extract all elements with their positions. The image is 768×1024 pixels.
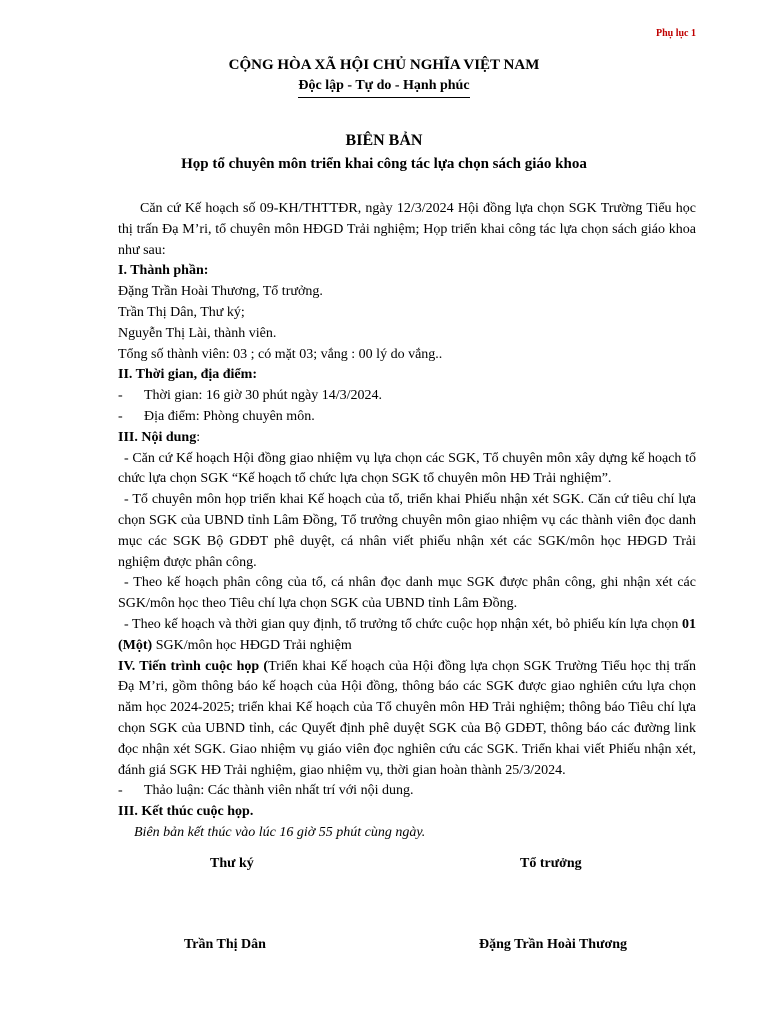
content-paragraph-4-bold: 01 (Một) [118, 616, 696, 653]
time-line [118, 386, 696, 407]
discussion-line [118, 781, 696, 802]
content-paragraph-3: - Theo kế hoạch phân công của tổ, cá nhân đọc danh mục SGK được phân công, ghi nhận xét các SGK/môn học theo Tiêu chí lựa chọn SGK của UBND tỉnh Lâm Đồng. [118, 575, 696, 612]
national-motto: Độc lập - Tự do - Hạnh phúc [298, 78, 469, 98]
content-paragraph-4-end: SGK/môn học HĐGD Trải nghiệm [152, 637, 352, 653]
motto-container [0, 76, 768, 98]
section-3-heading: III. Nội dung [118, 429, 197, 445]
bullet-dash: - [118, 408, 123, 424]
section-5-heading: III. Kết thúc cuộc họp. [118, 804, 254, 820]
document-title: BIÊN BẢN [345, 132, 423, 149]
closing-statement: Biên bản kết thúc vào lúc 16 giờ 55 phút cùng ngày. [134, 824, 426, 840]
place-line [118, 407, 696, 428]
member-2: Trần Thị Dân, Thư ký; [118, 304, 245, 320]
meeting-time: Thời gian: 16 giờ 30 phút ngày 14/3/2024. [144, 388, 383, 404]
discussion-text: Thảo luận: Các thành viên nhất trí với nội dung. [144, 783, 414, 799]
content-paragraph-4-start: - Theo kế hoạch và thời gian quy định, tổ trưởng tổ chức cuộc họp nhận xét, bỏ phiếu kín lựa chọn [124, 616, 682, 632]
leader-role: Tổ trưởng [520, 856, 582, 871]
intro-paragraph: Căn cứ Kế hoạch số 09-KH/THTTĐR, ngày 12/3/2024 Hội đồng lựa chọn SGK Trường Tiểu học thị trấn Đạ M’ri, tổ chuyên môn HĐGD Trải nghiệm; Họp triển khai công tác lựa chọn sách giáo khoa như sau: [118, 201, 696, 258]
section-1-heading: I. Thành phần: [118, 263, 209, 279]
section-4-heading: IV. Tiến trình cuộc họp ( [118, 658, 269, 674]
national-title: CỘNG HÒA XÃ HỘI CHỦ NGHĨA VIỆT NAM [228, 57, 540, 73]
secretary-name: Trần Thị Dân [184, 937, 266, 952]
section-4-paragraph [118, 657, 696, 782]
content-paragraph-2: - Tổ chuyên môn họp triển khai Kế hoạch của tổ, triển khai Phiếu nhận xét SGK. Căn cứ tiêu chí lựa chọn SGK của UBND tỉnh Lâm Đồng, Tổ trưởng chuyên môn giao nhiệm vụ các thành viên đọc danh mục các SGK Bộ GDĐT phê duyệt, cá nhân viết phiếu nhận xét các SGK/môn học HĐGD Trải nghiệm được phân công. [118, 492, 696, 570]
content-paragraph-1: - Căn cứ Kế hoạch Hội đồng giao nhiệm vụ lựa chọn các SGK, Tổ chuyên môn xây dựng kế hoạch tổ chức lựa chọn SGK “Kế hoạch tổ chức lựa chọn SGK tổ chuyên môn HĐ Trải nghiệm”. [118, 450, 696, 487]
member-3: Nguyễn Thị Lài, thành viên. [118, 325, 277, 341]
bullet-dash: - [118, 783, 123, 799]
member-total: Tổng số thành viên: 03 ; có mặt 03; vắng : 00 lý do vắng.. [118, 346, 443, 362]
meeting-place: Địa điểm: Phòng chuyên môn. [144, 408, 315, 424]
secretary-role: Thư ký [210, 856, 254, 871]
document-subtitle: Họp tổ chuyên môn triển khai công tác lựa chọn sách giáo khoa [181, 156, 587, 172]
bullet-dash: - [118, 388, 123, 404]
section-3-colon: : [196, 429, 201, 445]
section-4-text: Triển khai Kế hoạch của Hội đồng lựa chọn SGK Trường Tiểu học thị trấn Đạ M’ri, gồm thông báo kế hoạch của Hội đồng, thông báo các SGK được giao nghiên cứu lựa chọn năm học 2024-2025; triển khai Kế hoạch của Tổ chuyên môn HĐ Trải nghiệm; thông báo Tiêu chí lựa chọn SGK của UBND tỉnh, các Quyết định phê duyệt SGK của Bộ GDĐT, thông báo các đường link đọc nhận xét SGK. Giao nhiệm vụ giáo viên đọc nghiên cứu các SGK. Triển khai viết Phiếu nhận xét, đánh giá SGK HĐ Trải nghiệm, giao nhiệm vụ, thời gian hoàn thành 25/3/2024. [118, 658, 697, 778]
appendix-label: Phụ lục 1 [655, 28, 696, 39]
content-paragraph-4 [118, 615, 696, 657]
member-1: Đặng Trần Hoài Thương, Tổ trưởng. [118, 284, 323, 300]
section-3-heading-line [118, 428, 696, 449]
section-2-heading: II. Thời gian, địa điểm: [118, 367, 257, 383]
document-body [118, 199, 696, 844]
leader-name: Đặng Trần Hoài Thương [479, 937, 628, 952]
